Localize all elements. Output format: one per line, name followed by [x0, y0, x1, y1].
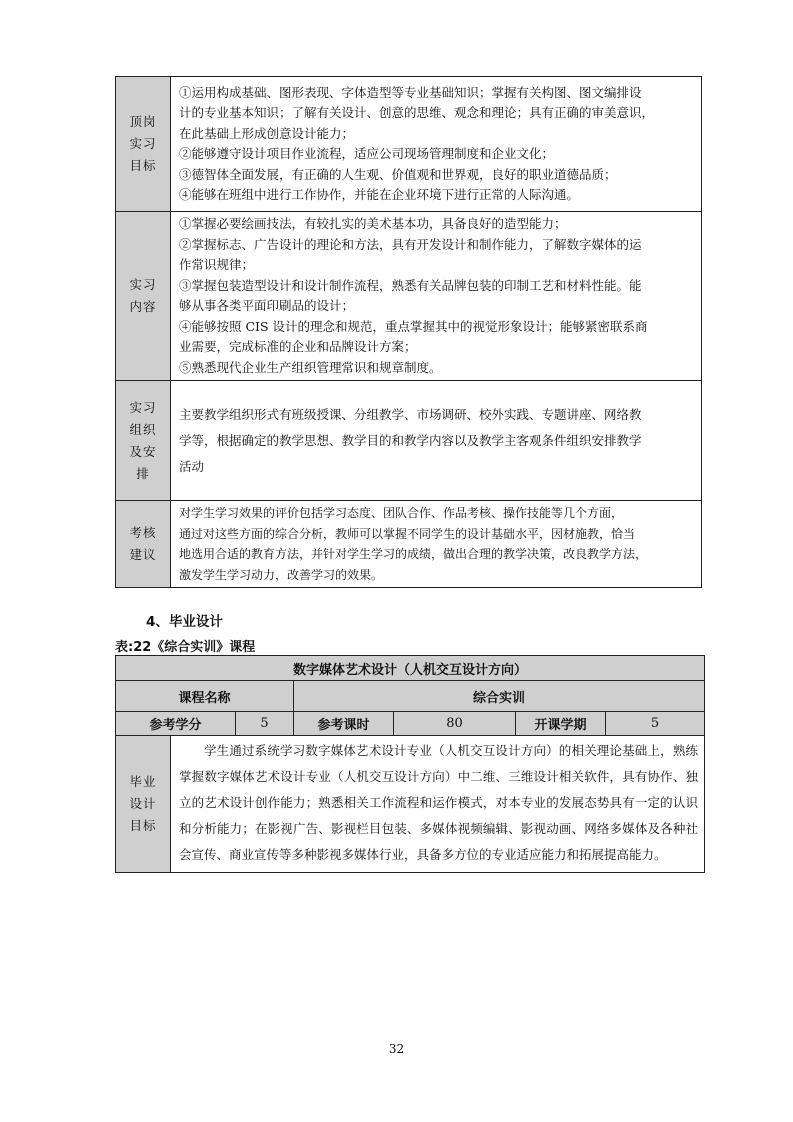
semester-value: 5	[606, 712, 705, 736]
row-label-internship-goals: 顶岗 实习 目标	[116, 77, 171, 212]
course-name-value: 综合实训	[294, 681, 705, 712]
table-caption: 表:22《综合实训》课程	[115, 640, 256, 655]
internship-table	[115, 76, 702, 588]
table-row	[116, 681, 705, 712]
hours-label: 参考课时	[294, 712, 394, 736]
semester-label: 开课学期	[516, 712, 606, 736]
course-table	[115, 655, 705, 873]
page-number: 32	[388, 1042, 405, 1056]
program-title: 数字媒体艺术设计（人机交互设计方向）	[116, 656, 705, 681]
table-row	[116, 212, 702, 381]
section-heading: 4、毕业设计	[146, 614, 223, 630]
row-content-assessment: 对学生学习效果的评价包括学习态度、团队合作、作品考核、操作技能等几个方面， 通过对这些方面的综合分析，教师可以掌握不同学生的设计基础水平，因材施教，恰当 地选用合适的教育方法，并针对学生学习的成绩，做出合理的教学决策，改良教学方法， 激发学生学习动力，改善学习的效果。	[171, 501, 702, 588]
table-row	[116, 656, 705, 681]
hours-value: 80	[394, 712, 516, 736]
goal-text: 学生通过系统学习数字媒体艺术设计专业（人机交互设计方向）的相关理论基础上，熟练掌握数字媒体艺术设计专业（人机交互设计方向）中二维、三维设计相关软件，具有协作、独立的艺术设计创作能力；熟悉相关工作流程和运作模式，对本专业的发展态势具有一定的认识和分析能力；在影视广告、影视栏目包装、多媒体视频编辑、影视动画、网络多媒体及各种社会宣传、商业宣传等多种影视多媒体行业，具备多方位的专业适应能力和拓展提高能力。	[171, 736, 705, 873]
table-row	[116, 77, 702, 212]
table-row	[116, 712, 705, 736]
table-row	[116, 736, 705, 873]
credits-value: 5	[236, 712, 294, 736]
row-label-internship-content: 实习 内容	[116, 212, 171, 381]
row-content-internship-content: ①掌握必要绘画技法，有较扎实的美术基本功，具备良好的造型能力； ②掌握标志、广告设计的理论和方法，具有开发设计和制作能力，了解数字媒体的运 作常识规律； ③掌握包装造型设计和设计制作流程，熟悉有关品牌包装的印制工艺和材料性能。能 够从事各类平面印刷品的设计； ④能够按照 CIS 设计的理念和规范，重点掌握其中的视觉形象设计；能够紧密联系商 业需要，完成标准的企业和品牌设计方案； ⑤熟悉现代企业生产组织管理常识和规章制度。	[171, 212, 702, 381]
goal-label: 毕业 设计 目标	[116, 736, 171, 873]
table-row	[116, 501, 702, 588]
course-name-label: 课程名称	[116, 681, 294, 712]
row-content-internship-goals: ①运用构成基础、图形表现、字体造型等专业基础知识；掌握有关构图、图文编排设 计的专业基本知识；了解有关设计、创意的思维、观念和理论；具有正确的审美意识， 在此基础上形成创意设计能力； ②能够遵守设计项目作业流程，适应公司现场管理制度和企业文化； ③德智体全面发展，有正确的人生观、价值观和世界观，良好的职业道德品质； ④能够在班组中进行工作协作，并能在企业环境下进行正常的人际沟通。	[171, 77, 702, 212]
row-label-assessment: 考核 建议	[116, 501, 171, 588]
credits-label: 参考学分	[116, 712, 236, 736]
row-content-organization: 主要教学组织形式有班级授课、分组教学、市场调研、校外实践、专题讲座、网络教 学等，根据确定的教学思想、教学目的和教学内容以及教学主客观条件组织安排教学 活动	[171, 381, 702, 501]
row-label-organization: 实习 组织 及安 排	[116, 381, 171, 501]
table-row	[116, 381, 702, 501]
